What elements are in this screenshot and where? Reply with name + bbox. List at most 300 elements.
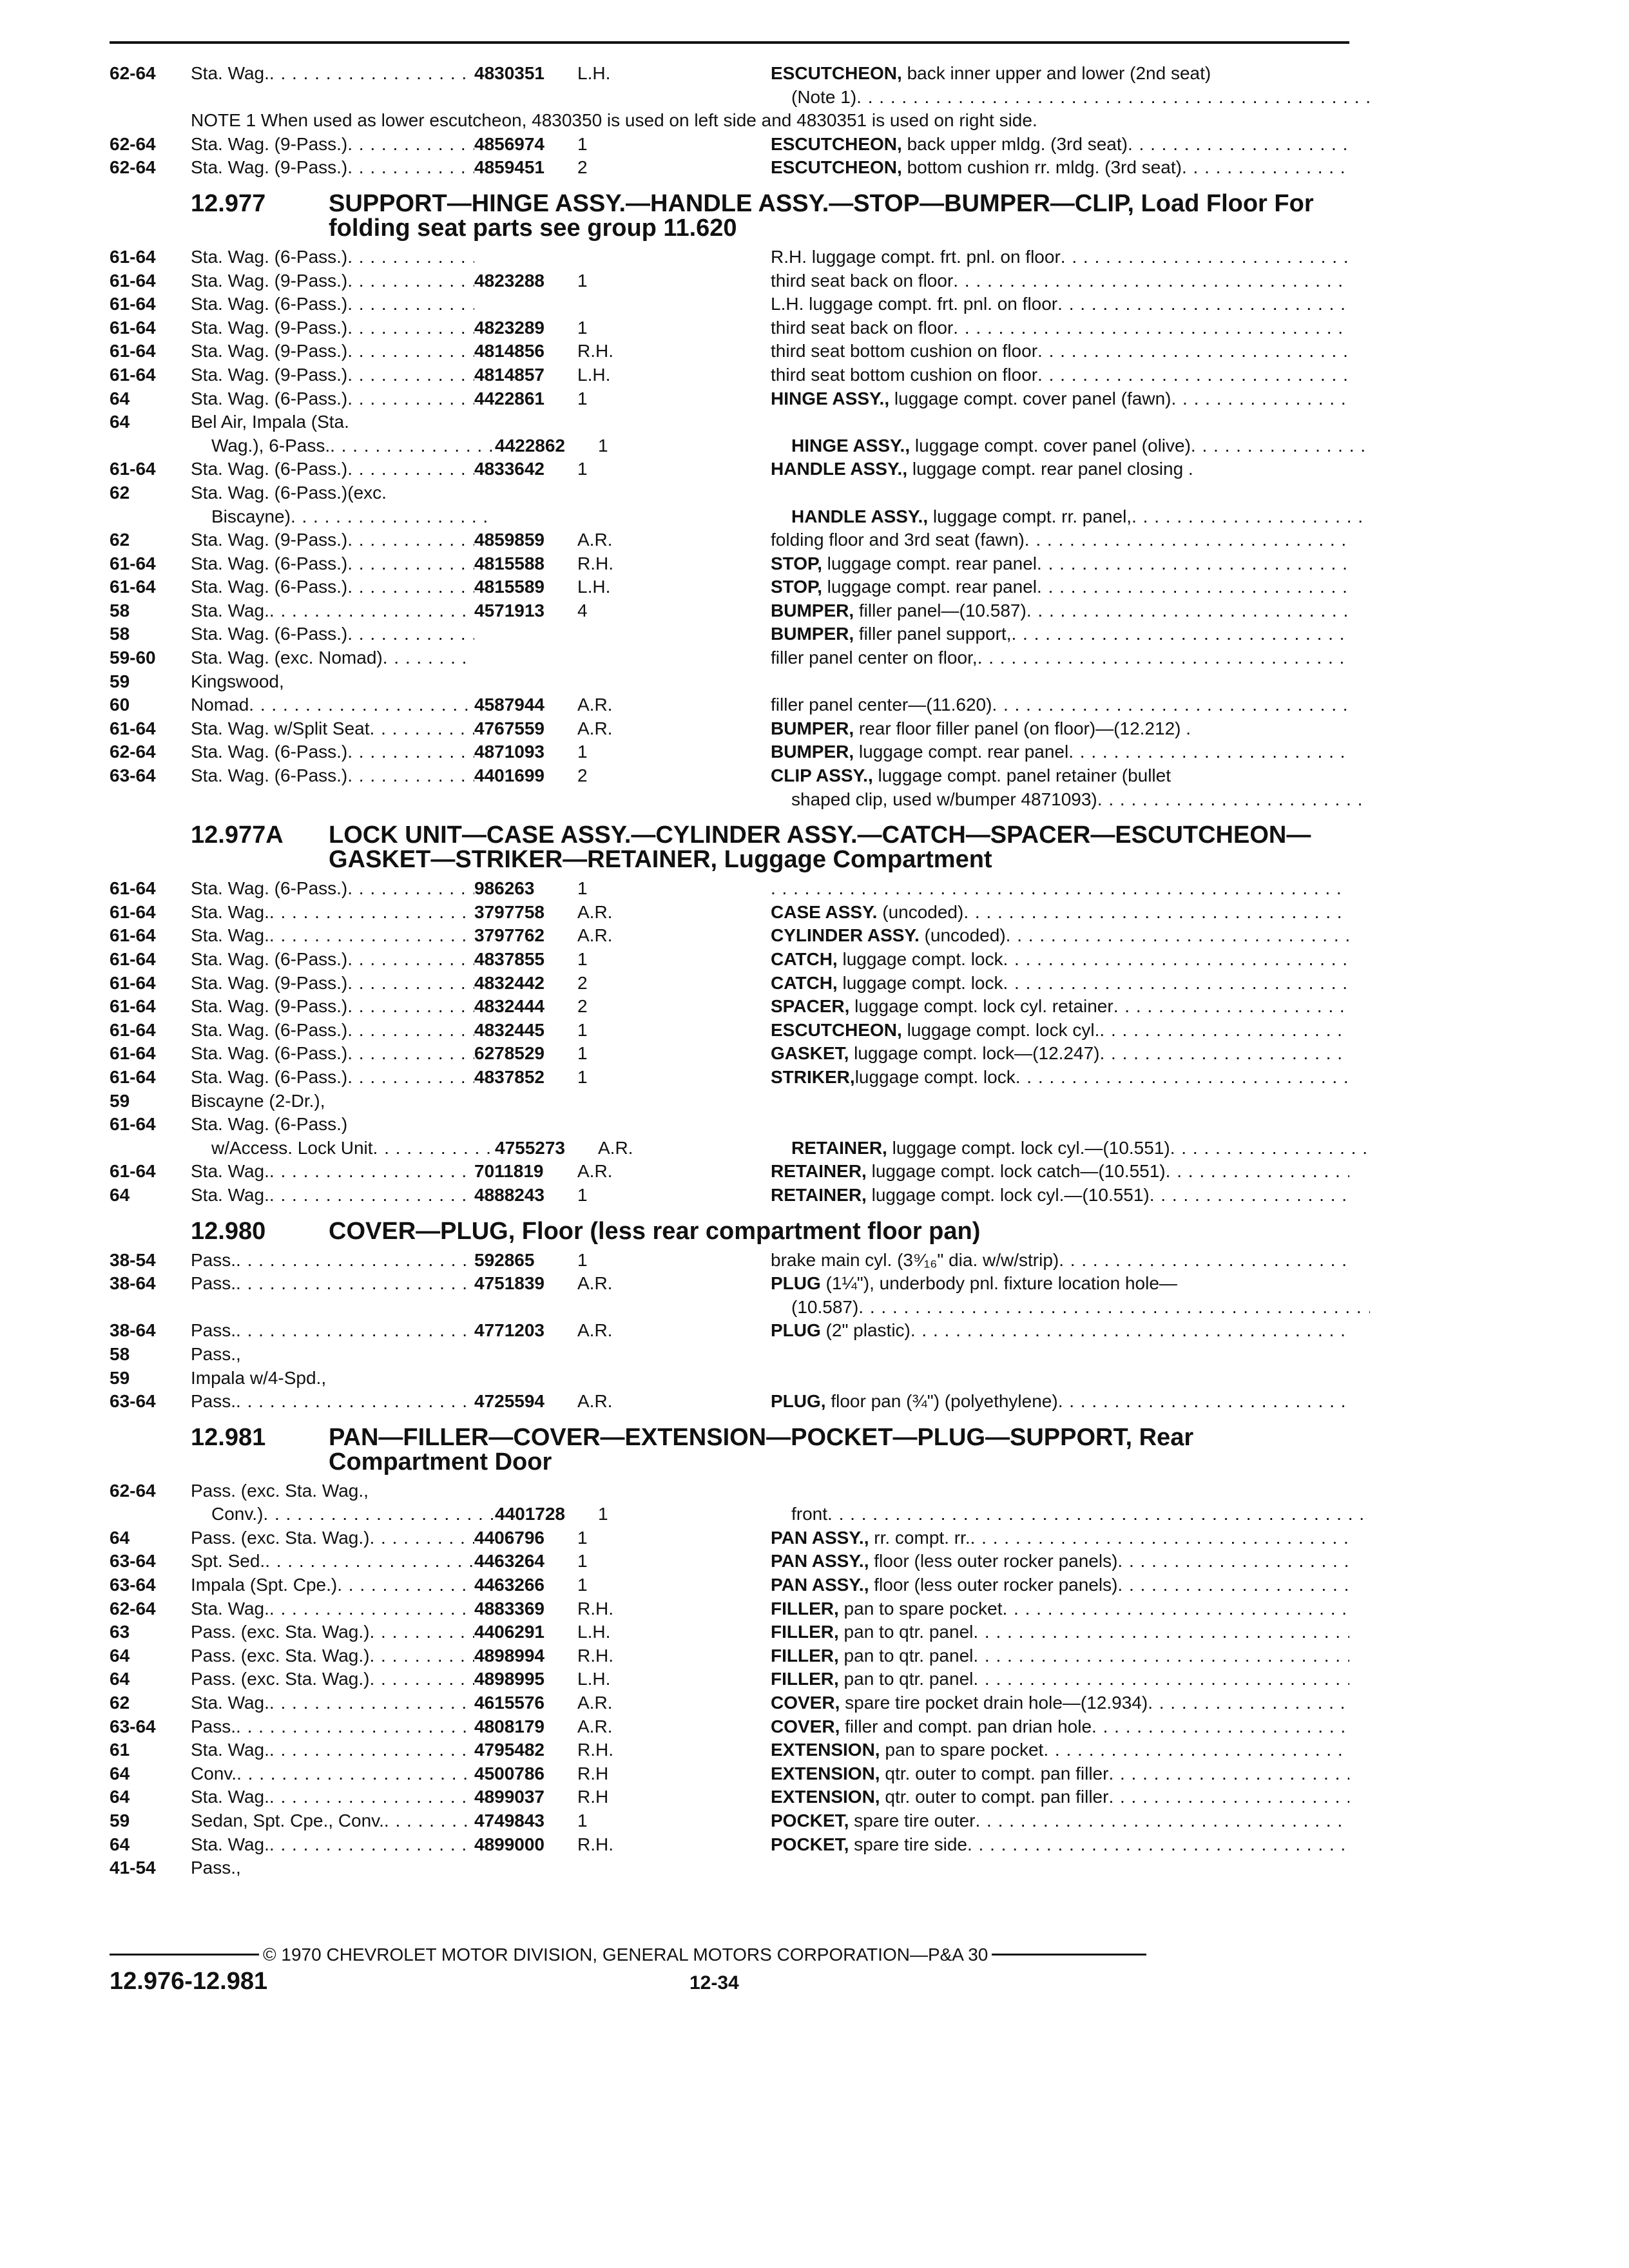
leader-dots bbox=[347, 740, 474, 764]
quantity: R.H. bbox=[577, 341, 613, 361]
table-row bbox=[110, 1644, 1349, 1668]
description-cell bbox=[771, 1833, 1349, 1857]
model-text: Sta. Wag. (9-Pass.) bbox=[191, 157, 348, 178]
rows-12980 bbox=[110, 1249, 1349, 1414]
model-text: Sta. Wag. (6-Pass.) bbox=[191, 553, 348, 573]
quantity: A.R. bbox=[577, 718, 613, 738]
description-cell bbox=[771, 1738, 1349, 1762]
description-text: PAN ASSY., rr. compt. rr. bbox=[771, 1527, 970, 1548]
description-cell bbox=[791, 1503, 1370, 1526]
description-cell bbox=[771, 717, 1349, 741]
description-cell bbox=[771, 1184, 1349, 1207]
description-text: STOP, luggage compt. rear panel bbox=[771, 553, 1037, 573]
year-range: 64 bbox=[110, 388, 130, 408]
description-cell bbox=[771, 740, 1349, 764]
quantity: L.H. bbox=[577, 577, 611, 597]
model-cell bbox=[191, 1160, 474, 1184]
table-row bbox=[110, 1066, 1349, 1090]
table-row bbox=[110, 1573, 1349, 1597]
model-text: Sta. Wag. (6-Pass.) bbox=[191, 459, 348, 479]
quantity: 1 bbox=[577, 1043, 588, 1064]
part-number: 4587944 bbox=[474, 695, 545, 715]
year-range: 61-64 bbox=[110, 972, 156, 993]
part-number: 4856974 bbox=[474, 133, 545, 154]
model-text: Sta. Wag. bbox=[191, 1161, 269, 1182]
rows-escutcheon bbox=[110, 62, 1349, 109]
leader-dots bbox=[1057, 293, 1349, 316]
quantity: 1 bbox=[577, 1575, 588, 1595]
part-name: BUMPER, bbox=[771, 624, 854, 644]
leader-dots bbox=[291, 505, 495, 529]
model-text: Pass. bbox=[191, 1249, 236, 1270]
description-cell bbox=[771, 877, 1349, 901]
part-number: 4406796 bbox=[474, 1527, 545, 1548]
model-text: Sta. Wag. bbox=[191, 1787, 269, 1807]
description-cell bbox=[771, 901, 1349, 925]
leader-dots bbox=[1006, 924, 1349, 948]
part-number: 3797758 bbox=[474, 901, 545, 922]
model-cell bbox=[191, 1137, 495, 1160]
model-cell bbox=[191, 1367, 474, 1390]
model-cell bbox=[191, 575, 474, 599]
quantity: A.R. bbox=[577, 1391, 613, 1412]
year-range: 61-64 bbox=[110, 1019, 156, 1040]
description-cell bbox=[771, 924, 1349, 948]
model-text: Pass. (exc. Sta. Wag., bbox=[191, 1480, 369, 1501]
year-range: 59 bbox=[110, 1367, 130, 1388]
model-cell bbox=[191, 363, 474, 387]
model-text: Sta. Wag. (6-Pass.) bbox=[191, 1043, 348, 1064]
model-cell bbox=[191, 1390, 474, 1414]
table-row bbox=[110, 788, 1349, 812]
description-text: STRIKER,luggage compt. lock bbox=[771, 1066, 1016, 1087]
part-number: 4463266 bbox=[474, 1575, 545, 1595]
leader-dots bbox=[383, 646, 474, 670]
footer-page-number: 12-34 bbox=[689, 1972, 739, 1994]
model-cell bbox=[191, 62, 474, 86]
leader-dots bbox=[967, 1833, 1349, 1857]
table-row bbox=[110, 972, 1349, 995]
leader-dots bbox=[1068, 740, 1349, 764]
model-text: Spt. Sed. bbox=[191, 1551, 265, 1571]
description-text: CLIP ASSY., luggage compt. panel retainer (bullet bbox=[771, 765, 1171, 786]
description-cell bbox=[771, 62, 1349, 86]
table-row bbox=[110, 877, 1349, 901]
leader-dots bbox=[347, 1019, 474, 1043]
quantity: 1 bbox=[577, 1184, 588, 1205]
year-range: 61-64 bbox=[110, 270, 156, 291]
table-row bbox=[110, 62, 1349, 86]
year-range: 63-64 bbox=[110, 1575, 156, 1595]
leader-dots bbox=[1166, 1160, 1349, 1184]
model-text: Sta. Wag. (9-Pass.) bbox=[191, 317, 348, 338]
model-text: Pass. (exc. Sta. Wag.) bbox=[191, 1622, 370, 1642]
model-cell bbox=[191, 1597, 474, 1621]
part-number: 4899000 bbox=[474, 1834, 545, 1854]
table-row bbox=[110, 293, 1349, 316]
leader-dots bbox=[1037, 340, 1349, 363]
description-cell bbox=[771, 1597, 1349, 1621]
model-cell bbox=[191, 1809, 474, 1833]
part-number: 4814857 bbox=[474, 364, 545, 385]
model-text: Pass. bbox=[191, 1320, 236, 1341]
part-name: HANDLE ASSY., bbox=[791, 506, 929, 526]
leader-dots bbox=[269, 1160, 474, 1184]
table-row bbox=[110, 1479, 1349, 1503]
year-range: 62-64 bbox=[110, 1480, 156, 1501]
description-text: (Note 1) bbox=[791, 86, 857, 107]
top-rule bbox=[110, 41, 1349, 44]
model-cell bbox=[191, 1738, 474, 1762]
year-range: 61-64 bbox=[110, 341, 156, 361]
year-range: 61-64 bbox=[110, 1161, 156, 1182]
section-title: PAN—FILLER—COVER—EXTENSION—POCKET—PLUG—SUPPORT, Rear Compartment Door bbox=[329, 1423, 1194, 1475]
description-text: PLUG, floor pan (¾") (polyethylene) bbox=[771, 1391, 1058, 1412]
model-cell bbox=[191, 622, 474, 646]
year-range: 64 bbox=[110, 1527, 130, 1548]
leader-dots bbox=[269, 1785, 474, 1809]
part-number: 4571913 bbox=[474, 600, 545, 620]
year-range: 62-64 bbox=[110, 63, 156, 83]
model-text: Sta. Wag. (6-Pass.) bbox=[191, 765, 348, 786]
leader-dots bbox=[369, 1644, 474, 1668]
quantity: L.H. bbox=[577, 364, 611, 385]
model-cell bbox=[191, 1691, 474, 1715]
quantity: 1 bbox=[577, 1811, 588, 1831]
part-name: FILLER, bbox=[771, 1669, 839, 1689]
part-number: 4808179 bbox=[474, 1716, 545, 1736]
quantity: 2 bbox=[577, 972, 588, 993]
leader-dots bbox=[337, 1573, 474, 1597]
year-range: 61-64 bbox=[110, 246, 156, 267]
description-cell bbox=[771, 316, 1349, 340]
model-cell bbox=[191, 410, 474, 434]
leader-dots bbox=[269, 1691, 474, 1715]
part-number: 3797762 bbox=[474, 925, 545, 946]
description-cell bbox=[771, 156, 1349, 180]
year-range: 61-64 bbox=[110, 1066, 156, 1087]
part-name: ESCUTCHEON, bbox=[771, 1019, 902, 1040]
quantity: R.H bbox=[577, 1763, 609, 1783]
table-row bbox=[110, 363, 1349, 387]
leader-dots bbox=[269, 599, 474, 623]
part-name: CATCH, bbox=[771, 949, 838, 969]
year-range: 61-64 bbox=[110, 925, 156, 946]
year-range: 61-64 bbox=[110, 459, 156, 479]
part-number: 4755273 bbox=[495, 1137, 566, 1158]
model-text: Sta. Wag. (exc. Nomad) bbox=[191, 648, 383, 668]
year-range: 63-64 bbox=[110, 765, 156, 786]
leader-dots bbox=[963, 901, 1349, 925]
leader-dots bbox=[347, 622, 474, 646]
table-row bbox=[110, 740, 1349, 764]
leader-dots bbox=[347, 156, 474, 180]
model-cell bbox=[191, 1019, 474, 1043]
description-cell bbox=[771, 1160, 1349, 1184]
leader-dots bbox=[1132, 505, 1370, 529]
table-row bbox=[110, 599, 1349, 623]
quantity: 1 bbox=[577, 1066, 588, 1087]
leader-dots bbox=[347, 528, 474, 552]
description-text: shaped clip, used w/bumper 4871093) bbox=[791, 789, 1097, 809]
part-name: PLUG bbox=[771, 1273, 821, 1294]
model-text: Sta. Wag. bbox=[191, 600, 269, 620]
part-number: 4837852 bbox=[474, 1066, 545, 1087]
leader-dots bbox=[1058, 1390, 1349, 1414]
table-row bbox=[110, 133, 1349, 157]
table-row bbox=[110, 387, 1349, 411]
model-cell bbox=[191, 552, 474, 576]
part-name: PAN ASSY., bbox=[771, 1575, 869, 1595]
leader-dots bbox=[1037, 552, 1349, 576]
part-name: STOP, bbox=[771, 577, 822, 597]
part-number: 4859451 bbox=[474, 157, 545, 178]
table-row bbox=[110, 1809, 1349, 1833]
model-text: Sta. Wag. (6-Pass.) bbox=[191, 1019, 348, 1040]
model-cell bbox=[191, 972, 474, 995]
leader-dots bbox=[347, 363, 474, 387]
model-text: Sta. Wag. bbox=[191, 925, 269, 946]
description-cell bbox=[771, 1691, 1349, 1715]
model-cell bbox=[191, 316, 474, 340]
part-name: CASE ASSY. bbox=[771, 901, 878, 922]
table-row bbox=[110, 764, 1349, 788]
description-text: BUMPER, rear floor filler panel (on floor)—(12.212) . bbox=[771, 718, 1191, 738]
year-range: 58 bbox=[110, 600, 130, 620]
description-cell bbox=[771, 245, 1349, 269]
leader-dots bbox=[369, 1667, 474, 1691]
model-text: Pass. bbox=[191, 1391, 236, 1412]
table-row bbox=[110, 670, 1349, 694]
part-name: STRIKER, bbox=[771, 1066, 855, 1087]
year-range: 58 bbox=[110, 1343, 130, 1364]
leader-dots bbox=[236, 1319, 474, 1343]
quantity: 1 bbox=[577, 1249, 588, 1270]
table-row bbox=[110, 693, 1349, 717]
part-name: HINGE ASSY., bbox=[791, 435, 911, 456]
model-text: Sta. Wag. w/Split Seat bbox=[191, 718, 370, 738]
table-row bbox=[110, 269, 1349, 293]
table-row bbox=[110, 1272, 1349, 1296]
leader-dots bbox=[347, 1066, 474, 1090]
quantity: A.R. bbox=[577, 1161, 613, 1182]
table-row bbox=[110, 1160, 1349, 1184]
description-cell bbox=[771, 457, 1349, 481]
leader-dots bbox=[978, 646, 1349, 670]
section-number: 12.981 bbox=[191, 1423, 266, 1451]
leader-dots bbox=[347, 316, 474, 340]
model-cell bbox=[191, 764, 474, 788]
model-text: Sta. Wag. (9-Pass.) bbox=[191, 133, 348, 154]
description-cell bbox=[771, 269, 1349, 293]
model-text: Conv. bbox=[191, 1763, 237, 1783]
model-cell bbox=[191, 156, 474, 180]
description-cell bbox=[771, 340, 1349, 363]
quantity: L.H. bbox=[577, 63, 611, 83]
quantity: 1 bbox=[577, 878, 588, 899]
model-text: Sta. Wag. bbox=[191, 1693, 269, 1713]
leader-dots bbox=[1043, 1738, 1349, 1762]
quantity: 1 bbox=[577, 742, 588, 762]
model-cell bbox=[191, 340, 474, 363]
table-row bbox=[110, 1691, 1349, 1715]
leader-dots bbox=[1108, 1762, 1349, 1786]
description-text: ESCUTCHEON, bottom cushion rr. mldg. (3rd seat) bbox=[771, 157, 1182, 178]
leader-dots bbox=[1097, 788, 1370, 812]
model-text: Sta. Wag. (6-Pass.) bbox=[191, 878, 348, 899]
year-range: 64 bbox=[110, 1763, 130, 1783]
part-name: EXTENSION, bbox=[771, 1787, 880, 1807]
part-name: BUMPER, bbox=[771, 718, 854, 738]
model-cell bbox=[191, 924, 474, 948]
year-range: 61-64 bbox=[110, 718, 156, 738]
table-row bbox=[110, 1137, 1349, 1160]
table-row bbox=[110, 410, 1349, 434]
table-row bbox=[110, 1550, 1349, 1573]
table-row bbox=[110, 1667, 1349, 1691]
year-range: 59 bbox=[110, 1811, 130, 1831]
table-row bbox=[110, 1113, 1349, 1137]
table-row bbox=[110, 1390, 1349, 1414]
quantity: R.H. bbox=[577, 1740, 613, 1760]
catalog-page bbox=[110, 41, 1349, 1995]
year-range: 41-54 bbox=[110, 1858, 156, 1878]
leader-dots bbox=[771, 877, 1349, 901]
part-number: 4830351 bbox=[474, 63, 545, 83]
part-name: FILLER, bbox=[771, 1645, 839, 1666]
table-row bbox=[110, 948, 1349, 972]
description-text: FILLER, pan to qtr. panel bbox=[771, 1645, 974, 1666]
model-text: Bel Air, Impala (Sta. bbox=[191, 412, 349, 432]
table-row bbox=[110, 1042, 1349, 1066]
description-cell bbox=[771, 1809, 1349, 1833]
description-cell bbox=[771, 1390, 1349, 1414]
model-text: Pass., bbox=[191, 1343, 241, 1364]
description-cell bbox=[771, 995, 1349, 1019]
leader-dots bbox=[1150, 1184, 1349, 1207]
description-text: HINGE ASSY., luggage compt. cover panel (olive) bbox=[791, 435, 1191, 456]
year-range: 61-64 bbox=[110, 294, 156, 314]
description-cell bbox=[771, 1526, 1349, 1550]
model-text: Impala w/4-Spd., bbox=[191, 1367, 327, 1388]
table-row bbox=[110, 245, 1349, 269]
leader-dots bbox=[347, 972, 474, 995]
model-cell bbox=[191, 1184, 474, 1207]
part-number: 4401699 bbox=[474, 765, 545, 786]
description-text: STOP, luggage compt. rear panel bbox=[771, 577, 1037, 597]
leader-dots bbox=[827, 1503, 1370, 1526]
description-cell bbox=[771, 764, 1349, 788]
model-cell bbox=[191, 1573, 474, 1597]
model-text: Sta. Wag. (6-Pass.) bbox=[191, 742, 348, 762]
leader-dots bbox=[347, 387, 474, 411]
quantity: A.R. bbox=[598, 1137, 633, 1158]
part-number: 4883369 bbox=[474, 1598, 545, 1619]
description-text: HANDLE ASSY., luggage compt. rear panel closing . bbox=[771, 459, 1193, 479]
section-number: 12.977A bbox=[191, 822, 284, 849]
part-number: 4401728 bbox=[495, 1504, 566, 1524]
year-range: 62 bbox=[110, 482, 130, 503]
description-text: R.H. luggage compt. frt. pnl. on floor bbox=[771, 246, 1061, 267]
description-text: L.H. luggage compt. frt. pnl. on floor bbox=[771, 294, 1058, 314]
table-row bbox=[110, 575, 1349, 599]
quantity: A.R. bbox=[577, 901, 613, 922]
leader-dots bbox=[1003, 1597, 1350, 1621]
description-text: third seat bottom cushion on floor bbox=[771, 364, 1038, 385]
description-cell bbox=[771, 646, 1349, 670]
year-range: 63-64 bbox=[110, 1391, 156, 1412]
leader-dots bbox=[1113, 995, 1349, 1019]
leader-dots bbox=[1011, 622, 1349, 646]
leader-dots bbox=[236, 1762, 474, 1786]
model-cell bbox=[191, 245, 474, 269]
description-text: brake main cyl. (3⁹⁄₁₆" dia. w/w/strip) bbox=[771, 1249, 1059, 1270]
description-cell bbox=[771, 1785, 1349, 1809]
quantity: 2 bbox=[577, 765, 588, 786]
description-text: filler panel center on floor, bbox=[771, 648, 978, 668]
part-number: 4888243 bbox=[474, 1184, 545, 1205]
page-footer bbox=[110, 1945, 1349, 1995]
rows-12977a bbox=[110, 877, 1349, 1207]
model-text: Pass. (exc. Sta. Wag.) bbox=[191, 1527, 370, 1548]
table-row bbox=[110, 86, 1349, 110]
part-number: 4751839 bbox=[474, 1273, 545, 1294]
year-range: 60 bbox=[110, 695, 130, 715]
model-cell bbox=[191, 599, 474, 623]
leader-dots bbox=[1025, 528, 1349, 552]
year-range: 62-64 bbox=[110, 133, 156, 154]
description-text: BUMPER, filler panel support, bbox=[771, 624, 1012, 644]
description-text: POCKET, spare tire side bbox=[771, 1834, 967, 1854]
model-cell bbox=[191, 1042, 474, 1066]
leader-dots bbox=[1016, 1066, 1349, 1090]
model-cell bbox=[191, 740, 474, 764]
leader-dots bbox=[1128, 133, 1349, 157]
model-cell bbox=[191, 717, 474, 741]
leader-dots bbox=[347, 948, 474, 972]
model-text: Pass. (exc. Sta. Wag.) bbox=[191, 1669, 370, 1689]
model-text: Sta. Wag. (6-Pass.) bbox=[191, 624, 348, 644]
part-number: 4823289 bbox=[474, 317, 545, 338]
part-name: FILLER, bbox=[771, 1622, 839, 1642]
description-text: HANDLE ASSY., luggage compt. rr. panel, bbox=[791, 506, 1132, 526]
description-text: ESCUTCHEON, back inner upper and lower (2nd seat) bbox=[771, 63, 1211, 83]
model-cell bbox=[191, 481, 474, 505]
year-range: 61-64 bbox=[110, 1114, 156, 1135]
description-text: CYLINDER ASSY. (uncoded) bbox=[771, 925, 1006, 946]
table-row bbox=[110, 481, 1349, 505]
leader-dots bbox=[973, 1667, 1349, 1691]
model-text: Sta. Wag. (6-Pass.) bbox=[191, 1066, 348, 1087]
leader-dots bbox=[1148, 1691, 1349, 1715]
model-text: Sta. Wag. bbox=[191, 1740, 269, 1760]
leader-dots bbox=[384, 1809, 474, 1833]
quantity: 1 bbox=[577, 133, 588, 154]
description-cell bbox=[771, 575, 1349, 599]
description-cell bbox=[771, 528, 1349, 552]
year-range: 61-64 bbox=[110, 577, 156, 597]
year-range: 61-64 bbox=[110, 901, 156, 922]
model-text: Sedan, Spt. Cpe., Conv. bbox=[191, 1811, 384, 1831]
year-range: 64 bbox=[110, 1787, 130, 1807]
part-number: 4725594 bbox=[474, 1391, 545, 1412]
quantity: R.H. bbox=[577, 1645, 613, 1666]
leader-dots bbox=[347, 133, 474, 157]
part-name: ESCUTCHEON, bbox=[771, 157, 902, 178]
model-text: Sta. Wag. (6-Pass.) bbox=[191, 949, 348, 969]
model-cell bbox=[191, 457, 474, 481]
table-row bbox=[110, 1526, 1349, 1550]
